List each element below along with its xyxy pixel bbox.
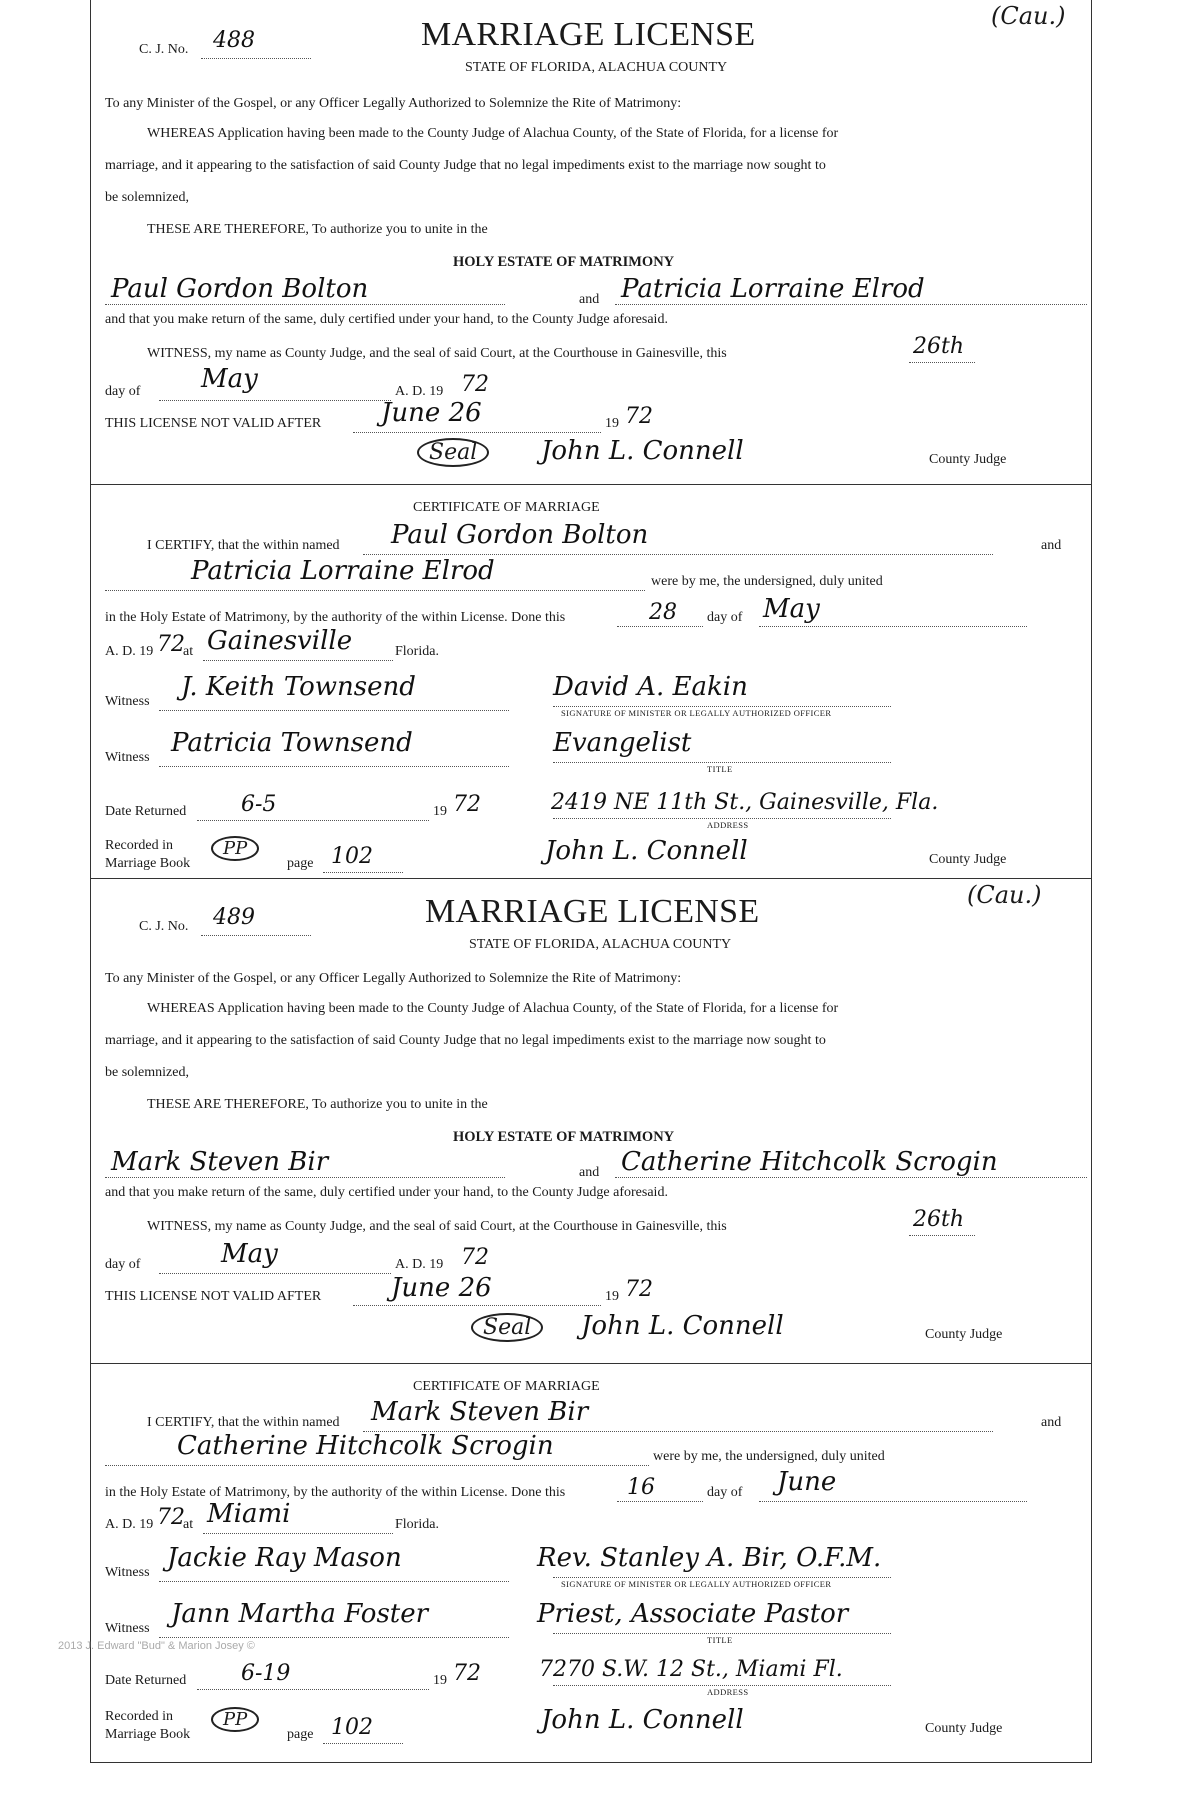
ad-label: A. D. 19 <box>395 384 444 399</box>
certify-line: I CERTIFY, that the within named <box>147 538 340 553</box>
not-valid-label: THIS LICENSE NOT VALID AFTER <box>105 416 322 431</box>
valid-year-label: 19 <box>605 416 619 431</box>
witness-day: 26th <box>913 334 965 359</box>
judge-signature: John L. Connell <box>541 436 744 466</box>
holy-estate-heading: HOLY ESTATE OF MATRIMONY <box>453 1129 675 1145</box>
license-month: May <box>221 1239 278 1269</box>
officiant-address: 2419 NE 11th St., Gainesville, Fla. <box>551 790 939 815</box>
were-by-me: were by me, the undersigned, duly united <box>651 574 883 589</box>
license-title: MARRIAGE LICENSE <box>425 893 760 930</box>
florida-label: Florida. <box>395 1517 439 1532</box>
returned-year: 72 <box>453 1661 481 1686</box>
done-month: June <box>777 1467 837 1497</box>
title-caption: TITLE <box>707 1635 733 1645</box>
cj-number-label: C. J. No. <box>139 42 189 57</box>
annotation: (Cau.) <box>967 881 1042 909</box>
cj-number: 489 <box>213 905 255 930</box>
witness-2: Jann Martha Foster <box>171 1599 429 1629</box>
and-label: and <box>579 292 600 307</box>
bride-name: Patricia Lorraine Elrod <box>621 274 925 304</box>
address-line: To any Minister of the Gospel, or any Officer Legally Authorized to Solemnize the Rite of Matrimony: <box>105 96 682 111</box>
witness-line: WITNESS, my name as County Judge, and the seal of said Court, at the Courthouse in Gainesville, this <box>147 346 727 361</box>
witness-1: J. Keith Townsend <box>181 672 416 702</box>
day-of-label: day of <box>105 1257 141 1272</box>
court-seal: Seal <box>417 438 489 467</box>
valid-year: 72 <box>625 404 653 429</box>
cert-bride: Catherine Hitchcolk Scrogin <box>177 1431 554 1461</box>
officiant-address: 7270 S.W. 12 St., Miami Fl. <box>539 1657 843 1682</box>
judge-signature: John L. Connell <box>581 1311 784 1341</box>
recorded-in-label: Recorded in <box>105 1709 174 1724</box>
cert-and: and <box>1041 538 1062 553</box>
cert-and: and <box>1041 1415 1062 1430</box>
license-month: May <box>201 364 258 394</box>
groom-name: Paul Gordon Bolton <box>111 274 369 304</box>
therefore-line: THESE ARE THEREFORE, To authorize you to unite in the <box>147 1097 488 1112</box>
page-label: page <box>287 856 314 871</box>
witness-1-label: Witness <box>105 694 150 709</box>
ad-label: A. D. 19 <box>395 1257 444 1272</box>
marriage-city: Miami <box>207 1499 291 1529</box>
therefore-line: THESE ARE THEREFORE, To authorize you to unite in the <box>147 222 488 237</box>
cert-groom: Mark Steven Bir <box>371 1397 589 1427</box>
title-caption: TITLE <box>707 764 733 774</box>
bride-name: Catherine Hitchcolk Scrogin <box>621 1147 998 1177</box>
license-title: MARRIAGE LICENSE <box>421 16 756 53</box>
county-judge-label: County Judge <box>929 452 1007 467</box>
signature-caption: SIGNATURE OF MINISTER OR LEGALLY AUTHORIZED OFFICER <box>561 708 832 718</box>
return-line: and that you make return of the same, duly certified under your hand, to the County Judge aforesaid. <box>105 312 668 327</box>
address-line: To any Minister of the Gospel, or any Officer Legally Authorized to Solemnize the Rite of Matrimony: <box>105 971 682 986</box>
document-frame <box>90 0 1092 1763</box>
whereas-line-1: WHEREAS Application having been made to the County Judge of Alachua County, of the State of Florida, for a license for <box>147 126 839 141</box>
copyright-watermark: 2013 J. Edward "Bud" & Marion Josey © <box>58 1640 255 1652</box>
and-label: and <box>579 1165 600 1180</box>
whereas-line-3: be solemnized, <box>105 1065 189 1080</box>
at-label: at <box>183 644 194 659</box>
witness-day: 26th <box>913 1207 965 1232</box>
judge-signature-2: John L. Connell <box>541 1705 744 1735</box>
recorded-in-label: Recorded in <box>105 838 174 853</box>
address-caption: ADDRESS <box>707 1687 749 1697</box>
done-day: 28 <box>649 600 677 625</box>
officiant-signature: Rev. Stanley A. Bir, O.F.M. <box>537 1543 882 1573</box>
groom-name: Mark Steven Bir <box>111 1147 329 1177</box>
county-judge-label-2: County Judge <box>925 1721 1003 1736</box>
witness-1-label: Witness <box>105 1565 150 1580</box>
ad-at-label: A. D. 19 <box>105 1517 154 1532</box>
record-page: 102 <box>331 1715 373 1740</box>
date-returned: 6-19 <box>241 1661 291 1686</box>
signature-caption: SIGNATURE OF MINISTER OR LEGALLY AUTHORIZED OFFICER <box>561 1579 832 1589</box>
valid-until: June 26 <box>391 1273 492 1303</box>
done-year: 72 <box>157 632 185 657</box>
ad-at-label: A. D. 19 <box>105 644 154 659</box>
date-returned-label: Date Returned <box>105 1673 187 1688</box>
witness-2-label: Witness <box>105 1621 150 1636</box>
cj-number-label: C. J. No. <box>139 919 189 934</box>
license-subtitle: STATE OF FLORIDA, ALACHUA COUNTY <box>469 937 732 952</box>
court-seal: Seal <box>471 1313 543 1342</box>
whereas-line-1: WHEREAS Application having been made to the County Judge of Alachua County, of the State of Florida, for a license for <box>147 1001 839 1016</box>
valid-year: 72 <box>625 1277 653 1302</box>
cj-number: 488 <box>213 28 255 53</box>
were-by-me: were by me, the undersigned, duly united <box>653 1449 885 1464</box>
done-year: 72 <box>157 1505 185 1530</box>
certificate-heading: CERTIFICATE OF MARRIAGE <box>413 1379 600 1394</box>
address-caption: ADDRESS <box>707 820 749 830</box>
annotation: (Cau.) <box>991 2 1066 30</box>
marriage-book-label: Marriage Book <box>105 1727 191 1742</box>
holy-estate-line: in the Holy Estate of Matrimony, by the authority of the within License. Done this <box>105 610 566 625</box>
day-of-label: day of <box>105 384 141 399</box>
cert-bride: Patricia Lorraine Elrod <box>191 556 495 586</box>
officiant-signature: David A. Eakin <box>553 672 748 702</box>
whereas-line-2: marriage, and it appearing to the satisfaction of said County Judge that no legal impediments exist to the marriage now sought to <box>105 1033 826 1048</box>
florida-label: Florida. <box>395 644 439 659</box>
witness-2: Patricia Townsend <box>171 728 413 758</box>
whereas-line-2: marriage, and it appearing to the satisfaction of said County Judge that no legal impediments exist to the marriage now sought to <box>105 158 826 173</box>
valid-until: June 26 <box>381 398 482 428</box>
officiant-title: Priest, Associate Pastor <box>537 1599 849 1629</box>
whereas-line-3: be solemnized, <box>105 190 189 205</box>
county-judge-label: County Judge <box>925 1327 1003 1342</box>
done-day: 16 <box>627 1475 655 1500</box>
witness-line: WITNESS, my name as County Judge, and the seal of said Court, at the Courthouse in Gainesville, this <box>147 1219 727 1234</box>
returned-19: 19 <box>433 804 447 819</box>
at-label: at <box>183 1517 194 1532</box>
certificate-heading: CERTIFICATE OF MARRIAGE <box>413 500 600 515</box>
return-line: and that you make return of the same, duly certified under your hand, to the County Judge aforesaid. <box>105 1185 668 1200</box>
marriage-city: Gainesville <box>207 626 353 656</box>
returned-19: 19 <box>433 1673 447 1688</box>
certify-line: I CERTIFY, that the within named <box>147 1415 340 1430</box>
date-returned: 6-5 <box>241 792 277 817</box>
marriage-license-1 <box>91 0 1091 876</box>
page-label: page <box>287 1727 314 1742</box>
done-day-of: day of <box>707 1485 743 1500</box>
done-month: May <box>763 594 820 624</box>
county-judge-label-2: County Judge <box>929 852 1007 867</box>
returned-year: 72 <box>453 792 481 817</box>
holy-estate-line: in the Holy Estate of Matrimony, by the authority of the within License. Done this <box>105 1485 566 1500</box>
valid-year-label: 19 <box>605 1289 619 1304</box>
holy-estate-heading: HOLY ESTATE OF MATRIMONY <box>453 254 675 270</box>
date-returned-label: Date Returned <box>105 804 187 819</box>
marriage-license-2 <box>91 878 1091 1763</box>
not-valid-label: THIS LICENSE NOT VALID AFTER <box>105 1289 322 1304</box>
book-number: PP <box>211 1707 259 1732</box>
record-page: 102 <box>331 844 373 869</box>
license-subtitle: STATE OF FLORIDA, ALACHUA COUNTY <box>465 60 728 75</box>
done-day-of: day of <box>707 610 743 625</box>
license-year: 72 <box>461 1245 489 1270</box>
witness-2-label: Witness <box>105 750 150 765</box>
officiant-title: Evangelist <box>553 728 692 758</box>
judge-signature-2: John L. Connell <box>545 836 748 866</box>
book-number: PP <box>211 836 259 861</box>
witness-1: Jackie Ray Mason <box>167 1543 402 1573</box>
cert-groom: Paul Gordon Bolton <box>391 520 649 550</box>
marriage-book-label: Marriage Book <box>105 856 191 871</box>
license-year: 72 <box>461 372 489 397</box>
